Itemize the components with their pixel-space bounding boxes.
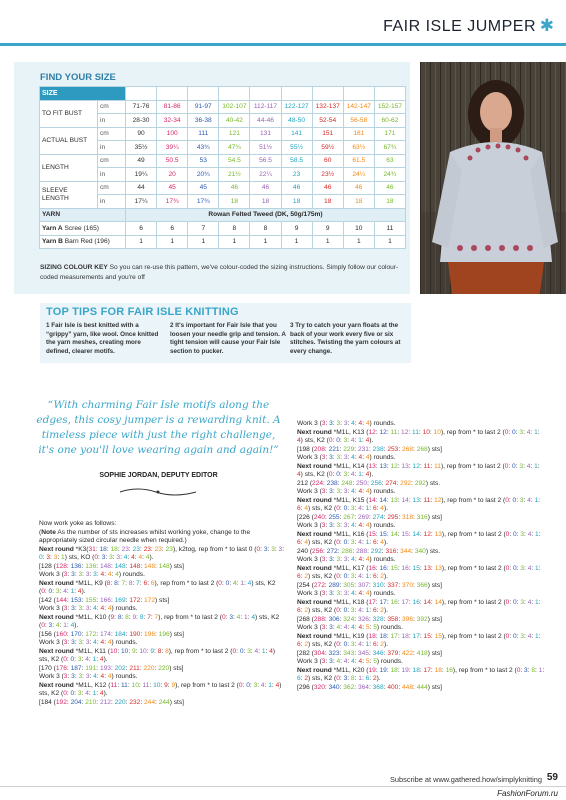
model-photo (420, 62, 566, 294)
yarn-b-row (40, 235, 406, 249)
measurement-cell: 61.5 (343, 154, 374, 168)
yarn-b-cell: 1 (374, 235, 405, 249)
measurement-label: SLEEVE LENGTH (40, 181, 98, 208)
measurement-cell: 90 (126, 127, 157, 141)
editor-quote: “With charming Fair Isle motifs along the edges, this cosy jumper is a rewarding knit. A timeless piece with just the right challenge, it's one you'll love wearing again and again!” (36, 399, 281, 456)
yarn-row (40, 208, 406, 222)
measurement-cell: 20¾ (188, 168, 219, 182)
measurement-cell: 18 (374, 195, 405, 209)
pattern-line: [282 (304: 323: 343: 345: 346: 379: 422: 418) sts] (297, 649, 442, 657)
measurement-cell: 142-147 (343, 100, 374, 114)
pattern-line: Work 3 (3: 3: 3: 3: 4: 4: 4) rounds. (39, 673, 138, 680)
unit-label: cm (98, 181, 126, 195)
measurement-cell: 63 (374, 154, 405, 168)
measurement-cell: 18 (343, 195, 374, 209)
measurement-cell: 20 (157, 168, 188, 182)
pattern-line: (Note As the number of sts increases whilst working yoke, change to the appropriately sized circular needle when required.) (39, 528, 251, 544)
measurement-cell: 46 (219, 181, 250, 195)
measurement-cell: 132-137 (312, 100, 343, 114)
tip-2: 2 It's important for Fair Isle that you loosen your needle grip and tension. A tight tension will cause your Fair Isle section to pucker. (170, 322, 286, 355)
measurement-cell: 47¾ (219, 141, 250, 155)
subscribe-link[interactable]: Subscribe at www.gathered.how/simplyknitting (390, 775, 542, 784)
measurement-cell: 81-86 (157, 100, 188, 114)
measurement-cell: 46 (312, 181, 343, 195)
yarn-b-name: Barn Red (196) (62, 238, 110, 246)
yarn-label: YARN (40, 208, 126, 222)
measurement-cell: 45 (157, 181, 188, 195)
pattern-line: Work 3 (3: 3: 3: 3: 4: 4: 4) rounds. (297, 420, 396, 427)
pattern-line: Now work yoke as follows: (39, 520, 117, 527)
measurement-cell: 71-76 (126, 100, 157, 114)
quote-author: SOPHIE JORDAN, DEPUTY EDITOR (99, 472, 218, 479)
size-column-header: 8-10 (157, 87, 188, 101)
pattern-line: [254 (272: 289: 305: 307: 310: 337: 370: 366) sts] (297, 581, 442, 589)
pattern-line: Work 3 (3: 3: 3: 3: 4: 4: 4) rounds. (297, 590, 396, 597)
measurement-cell: 100 (157, 127, 188, 141)
footer-rule (0, 786, 566, 787)
unit-label: in (98, 114, 126, 128)
pattern-line: Work 3 (3: 3: 3: 3: 4: 4: 4) rounds. (297, 522, 396, 529)
yarn-a-cell: 11 (374, 222, 405, 236)
yarn-name: Rowan Felted Tweed (DK, 50g/175m) (126, 208, 406, 222)
measurement-cell: 51½ (250, 141, 281, 155)
pattern-line: [184 (192: 204: 210: 212: 220: 232: 244: 244) sts] (39, 698, 184, 706)
yarn-b-cell: 1 (312, 235, 343, 249)
measurement-cell: 21½ (219, 168, 250, 182)
yarn-a-cell: 6 (157, 222, 188, 236)
yarn-b-cell: 1 (219, 235, 250, 249)
pattern-line: [268 (288: 306: 324: 326: 328: 358: 396: 392) sts] (297, 615, 442, 623)
yarn-b-cell: 1 (281, 235, 312, 249)
pattern-line: Next round *M1L, K15 (14: 14: 13: 14: 13: 11: 12), rep from * to last 2 (0: 0: 3: 4: 1: 6: 4) sts, K2 (0: 0: 3: 4: 1: 6: 4). (297, 496, 541, 512)
measurement-row (40, 127, 406, 141)
size-column-header: 16-18 (219, 87, 250, 101)
yarn-b-label: Yarn B (42, 238, 63, 246)
yarn-b-cell: 1 (188, 235, 219, 249)
size-column-header: 20-22 (250, 87, 281, 101)
yarn-a-cell: 6 (126, 222, 157, 236)
measurement-cell: 67¾ (374, 141, 405, 155)
measurement-cell: 63½ (343, 141, 374, 155)
yarn-a-cell: 9 (312, 222, 343, 236)
measurement-cell: 28-30 (126, 114, 157, 128)
measurement-cell: 102-107 (219, 100, 250, 114)
measurement-row (40, 181, 406, 195)
yarn-a-cell: 8 (219, 222, 250, 236)
measurement-cell: 161 (343, 127, 374, 141)
size-label: SIZE (40, 87, 126, 101)
pattern-line: Next round *M1L, K13 (12: 12: 11: 12: 11: 10: 10), rep from * to last 2 (0: 0: 3: 4: 1: 4) sts, K2 (0: 0: 3: 4: 1: 4). (297, 428, 540, 444)
pattern-line: [142 (144: 153: 155: 166: 169: 172: 172) sts] (39, 596, 170, 604)
size-column-header: 4-6 (126, 87, 157, 101)
tips-title: TOP TIPS FOR FAIR ISLE KNITTING (46, 306, 239, 318)
measurement-cell: 53 (188, 154, 219, 168)
unit-label: cm (98, 100, 126, 114)
page-title: FAIR ISLE JUMPER (383, 18, 536, 35)
yarn-b-cell: 1 (343, 235, 374, 249)
measurement-cell: 22¼ (250, 168, 281, 182)
page-number: 59 (546, 772, 558, 783)
measurement-cell: 50.5 (157, 154, 188, 168)
sizing-colour-key (40, 263, 410, 283)
pattern-line: Work 3 (3: 3: 3: 3: 4: 4: 4) rounds. (297, 488, 396, 495)
measurement-cell: 19¼ (126, 168, 157, 182)
measurement-cell: 39¼ (157, 141, 188, 155)
pattern-line: Work 3 (3: 3: 3: 3: 4: 4: 4) rounds. (39, 639, 138, 646)
measurement-cell: 60-62 (374, 114, 405, 128)
measurement-cell: 17¾ (157, 195, 188, 209)
pattern-line: Next round *M1L, K10 (9: 8: 8: 9: 8: 7: 7), rep from * to last 2 (0: 3: 4: 1: 4) sts, K2 (0: 3: 4: 1: 4). (39, 613, 280, 629)
measurement-cell: 46 (374, 181, 405, 195)
measurement-row (40, 100, 406, 114)
measurement-cell: 56-58 (343, 114, 374, 128)
pattern-line: [226 (240: 255: 267: 269: 274: 295: 318: 316) sts] (297, 513, 442, 521)
measurement-cell: 36-38 (188, 114, 219, 128)
pattern-line: Next round *M1L, K14 (13: 13: 12: 13: 12: 11: 11), rep from * to last 2 (0: 0: 3: 4: 1: 4) sts, K2 (0: 0: 3: 4: 1: 4). (297, 462, 540, 478)
pattern-line: Work 3 (3: 3: 3: 3: 4: 4: 4) rounds. (297, 556, 396, 563)
watermark: FashionForum.ru (497, 789, 558, 798)
yarn-a-row (40, 222, 406, 236)
measurement-cell: 18 (219, 195, 250, 209)
measurement-cell: 18 (281, 195, 312, 209)
pattern-line: Next round *M1L, K18 (17: 17: 16: 17: 16: 14: 14), rep from * to last 2 (0: 0: 3: 4: 1: 6: 2) sts, K2 (0: 0: 3: 4: 1: 6: 2). (297, 598, 541, 614)
pattern-column-left (39, 520, 285, 707)
measurement-cell: 18 (312, 195, 343, 209)
measurement-cell: 56.5 (250, 154, 281, 168)
size-column-header: 36-38 (374, 87, 405, 101)
size-column-header: 24-26 (281, 87, 312, 101)
pattern-line: Work 3 (3: 3: 3: 3: 4: 4: 4) rounds. (39, 605, 138, 612)
pattern-line: Next round *K3(31: 18: 18: 23: 23: 23: 23: 23), k2tog, rep from * to last 0 (0: 3: 3: 3: 0: 3: 3: 1) sts, KO (0: 3: 3: 3: 4: 4: 4: 4). (39, 545, 285, 561)
measurement-label: ACTUAL BUST (40, 127, 98, 154)
size-column-header: 32-34 (343, 87, 374, 101)
swirl-decoration-icon (118, 486, 198, 498)
unit-label: cm (98, 154, 126, 168)
size-column-header: 12-14 (188, 87, 219, 101)
measurement-cell: 48-50 (281, 114, 312, 128)
measurement-cell: 46 (250, 181, 281, 195)
pattern-line: Work 3 (3: 3: 3: 3: 3: 4: 4: 4) rounds. (39, 571, 145, 578)
find-your-size-heading: FIND YOUR SIZE (40, 72, 116, 83)
pattern-line: Next round *M1L, K12 (11: 11: 10: 11: 10: 9: 9), rep from * to last 2 (0: 0: 3: 4: 1: 4) sts, K2 (0: 0: 3: 4: 1: 4). (39, 681, 282, 697)
yarn-b-cell: 1 (250, 235, 281, 249)
yarn-a-label: Yarn A (42, 224, 63, 232)
pattern-line: [156 (160: 170: 172: 174: 184: 190: 196: 196) sts] (39, 630, 184, 638)
pattern-line: Work 3 (3: 3: 3: 3: 4: 4: 4) rounds. (297, 454, 396, 461)
pattern-line: Work 3 (3: 3: 4: 4: 4: 4: 5: 5) rounds. (297, 658, 403, 665)
measurement-cell: 35½ (126, 141, 157, 155)
pattern-line: [198 (208: 221: 229: 231: 238: 253: 268: 268) sts] (297, 445, 442, 453)
pattern-column-right (297, 420, 547, 692)
yarn-b-cell: 1 (157, 235, 188, 249)
measurement-cell: 122-127 (281, 100, 312, 114)
measurement-label: TO FIT BUST (40, 100, 98, 127)
pattern-line: Next round *M1L, K19 (18: 18: 17: 18: 17: 15: 15), rep from * to last 2 (0: 0: 3: 4: 1: 6: 2) sts, K2 (0: 0: 3: 4: 1: 6: 2). (297, 632, 541, 648)
measurement-cell: 59½ (312, 141, 343, 155)
measurement-cell: 24¾ (374, 168, 405, 182)
size-table (39, 86, 406, 249)
measurement-cell: 17¼ (126, 195, 157, 209)
measurement-cell: 45 (188, 181, 219, 195)
measurement-cell: 111 (188, 127, 219, 141)
measurement-cell: 17¾ (188, 195, 219, 209)
unit-label: in (98, 141, 126, 155)
pattern-line: Next round *M1L, K9 (8: 8: 7: 8: 7: 6: 6), rep from * to last 2 (0: 0: 4: 1: 4) sts, K2 (0: 0: 3: 4: 1: 4). (39, 579, 276, 595)
unit-label: in (98, 195, 126, 209)
measurement-cell: 43¾ (188, 141, 219, 155)
measurement-cell: 40-42 (219, 114, 250, 128)
measurement-cell: 55½ (281, 141, 312, 155)
measurement-cell: 46 (343, 181, 374, 195)
pattern-line: Next round *M1L, K20 (19: 19: 18: 19: 18: 17: 18: 16), rep from * to last 2 (0: 3: 8: 1: 6: 2) sts, K2 (0: 3: 8: 1: 6: 2). (297, 666, 545, 682)
measurement-cell: 141 (281, 127, 312, 141)
yarn-a-cell: 7 (188, 222, 219, 236)
yarn-a-cell: 9 (281, 222, 312, 236)
snowflake-icon: ✱ (539, 16, 554, 35)
measurement-cell: 171 (374, 127, 405, 141)
measurement-cell: 23½ (312, 168, 343, 182)
measurement-cell: 112-117 (250, 100, 281, 114)
key-label: SIZING COLOUR KEY (40, 264, 108, 271)
tip-1: 1 Fair Isle is best knitted with a “grippy” yarn, like wool. Once knitted the yarn meshes, creating more defined, clearer motifs. (46, 322, 159, 355)
measurement-row (40, 154, 406, 168)
yarn-a-cell: 8 (250, 222, 281, 236)
measurement-cell: 24¼ (343, 168, 374, 182)
unit-label: in (98, 168, 126, 182)
key-text: So you can re-use this pattern, we've colour-coded the sizing instructions. Simply follow our colour-coded measurements and you're off (40, 264, 399, 281)
pattern-line: [296 (320: 340: 362: 364: 368: 400: 448: 444) sts] (297, 683, 442, 691)
size-header-row (40, 87, 406, 101)
header-rule (0, 43, 566, 46)
measurement-cell: 60 (312, 154, 343, 168)
measurement-cell: 131 (250, 127, 281, 141)
measurement-cell: 18 (250, 195, 281, 209)
measurement-cell: 44-46 (250, 114, 281, 128)
yarn-a-name: Scree (165) (62, 224, 99, 232)
measurement-cell: 52-54 (312, 114, 343, 128)
pattern-line: Next round *M1L, K16 (15: 15: 14: 15: 14: 12: 13), rep from * to last 2 (0: 0: 3: 4: 1: 6: 4) sts, K2 (0: 0: 3: 4: 1: 6: 4). (297, 530, 541, 546)
measurement-label: LENGTH (40, 154, 98, 181)
pattern-line: Next round *M1L, K17 (16: 16: 15: 16: 15: 13: 13), rep from * to last 2 (0: 0: 3: 4: 1: 6: 2) sts, K2 (0: 0: 3: 4: 1: 6: 2). (297, 564, 541, 580)
measurement-cell: 46 (281, 181, 312, 195)
pattern-line: [128 (128: 136: 136: 148: 148: 148: 148: 148) sts] (39, 562, 184, 570)
measurement-cell: 23 (281, 168, 312, 182)
pattern-line: [170 (176: 187: 191: 193: 202: 211: 220: 220) sts] (39, 664, 184, 672)
pattern-line: Next round *M1L, K11 (10: 10: 9: 10: 9: 8: 8), rep from * to last 2 (0: 0: 3: 4: 1: 4) sts, K2 (0: 0: 3: 4: 1: 4). (39, 647, 276, 663)
measurement-cell: 54.5 (219, 154, 250, 168)
measurement-cell: 91-97 (188, 100, 219, 114)
unit-label: cm (98, 127, 126, 141)
size-column-header: 28-30 (312, 87, 343, 101)
measurement-cell: 121 (219, 127, 250, 141)
measurement-cell: 151 (312, 127, 343, 141)
pattern-line: 212 (224: 238: 248: 250: 256: 274: 292: 292) sts. (297, 479, 441, 487)
yarn-b-cell: 1 (126, 235, 157, 249)
measurement-cell: 44 (126, 181, 157, 195)
measurement-cell: 49 (126, 154, 157, 168)
pattern-line: 240 (256: 272: 286: 288: 292: 316: 344: 340) sts. (297, 547, 441, 555)
tip-3: 3 Try to catch your yarn floats at the back of your work every five or six stitches. Twisting the yarn colours at every change. (290, 322, 401, 355)
measurement-cell: 58.5 (281, 154, 312, 168)
pattern-line: Work 3 (3: 3: 4: 4: 4: 4: 5: 5) rounds. (297, 624, 403, 631)
measurement-cell: 32-34 (157, 114, 188, 128)
yarn-a-cell: 10 (343, 222, 374, 236)
measurement-cell: 152-157 (374, 100, 405, 114)
